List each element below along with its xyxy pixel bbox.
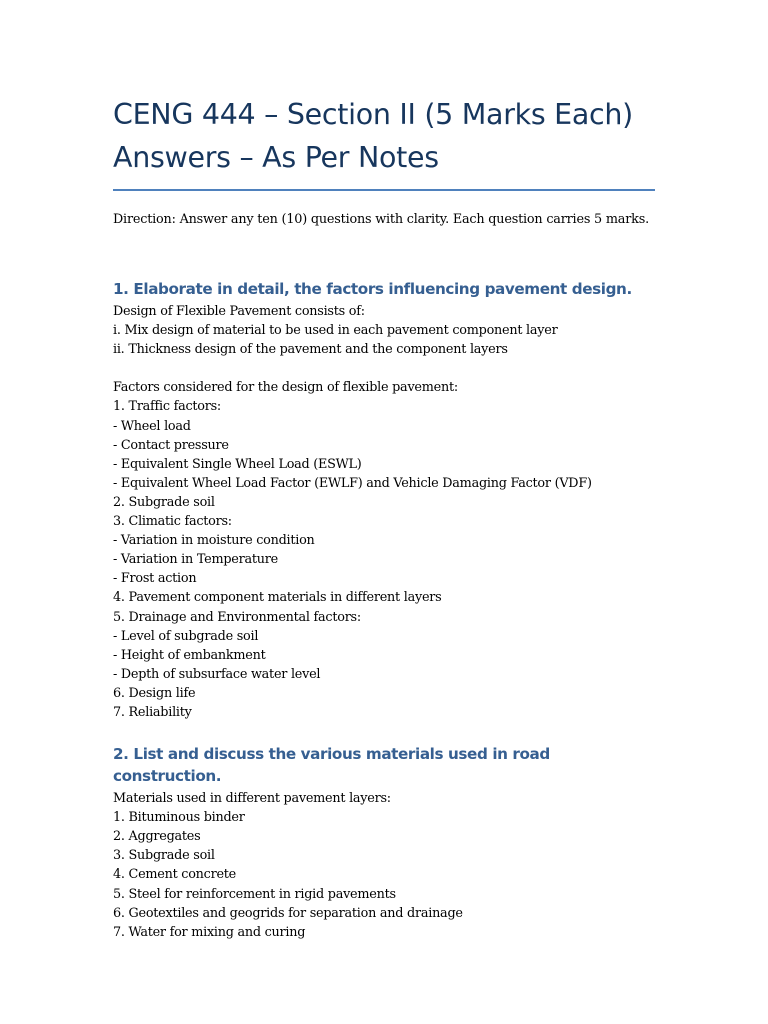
document-page <box>113 0 655 942</box>
body-line: i. Mix design of material to be used in each pavement component layer <box>113 323 558 339</box>
list-item: 4. Cement concrete <box>113 867 236 883</box>
list-item: 6. Geotextiles and geogrids for separation and drainage <box>113 905 463 921</box>
list-item: 7. Water for mixing and curing <box>113 924 306 940</box>
list-item: 5. Drainage and Environmental factors: <box>113 609 361 625</box>
list-item: - Equivalent Wheel Load Factor (EWLF) and Vehicle Damaging Factor (VDF) <box>113 475 592 491</box>
body-line: Design of Flexible Pavement consists of: <box>113 304 365 319</box>
question-2-body <box>113 789 655 942</box>
list-item: - Equivalent Single Wheel Load (ESWL) <box>113 456 362 472</box>
list-item: 1. Traffic factors: <box>113 399 221 415</box>
list-item: - Frost action <box>113 571 197 587</box>
body-line: ii. Thickness design of the pavement and the component layers <box>113 342 508 358</box>
body-line: Factors considered for the design of flexible pavement: <box>113 380 458 396</box>
list-item: - Level of subgrade soil <box>113 628 259 644</box>
list-item: 2. Aggregates <box>113 829 201 845</box>
body-line: Materials used in different pavement layers: <box>113 791 391 807</box>
list-item: - Contact pressure <box>113 437 229 453</box>
list-item: 7. Reliability <box>113 704 192 720</box>
document-title <box>113 0 655 179</box>
question-1-body <box>113 302 655 722</box>
list-item: 4. Pavement component materials in different layers <box>113 590 442 606</box>
question-2-heading: 2. List and discuss the various materials used in road construction. <box>113 745 550 786</box>
list-item: - Height of embankment <box>113 647 266 663</box>
question-1-heading: 1. Elaborate in detail, the factors influencing pavement design. <box>113 280 632 298</box>
paragraph-gap <box>113 359 655 378</box>
list-item: 5. Steel for reinforcement in rigid pavements <box>113 886 396 902</box>
list-item: 6. Design life <box>113 685 196 701</box>
list-item: - Variation in moisture condition <box>113 533 315 549</box>
list-item: 3. Subgrade soil <box>113 848 215 864</box>
title-divider <box>113 189 655 191</box>
list-item: - Wheel load <box>113 418 191 434</box>
title-line-2: Answers – As Per Notes <box>113 141 439 174</box>
list-item: 2. Subgrade soil <box>113 494 215 510</box>
direction-text: Direction: Answer any ten (10) questions with clarity. Each question carries 5 marks. <box>113 212 649 227</box>
list-item: 1. Bituminous binder <box>113 810 245 826</box>
list-item: - Variation in Temperature <box>113 552 278 568</box>
list-item: - Depth of subsurface water level <box>113 666 321 682</box>
list-item: 3. Climatic factors: <box>113 514 232 530</box>
title-line-1: CENG 444 – Section II (5 Marks Each) <box>113 98 633 131</box>
